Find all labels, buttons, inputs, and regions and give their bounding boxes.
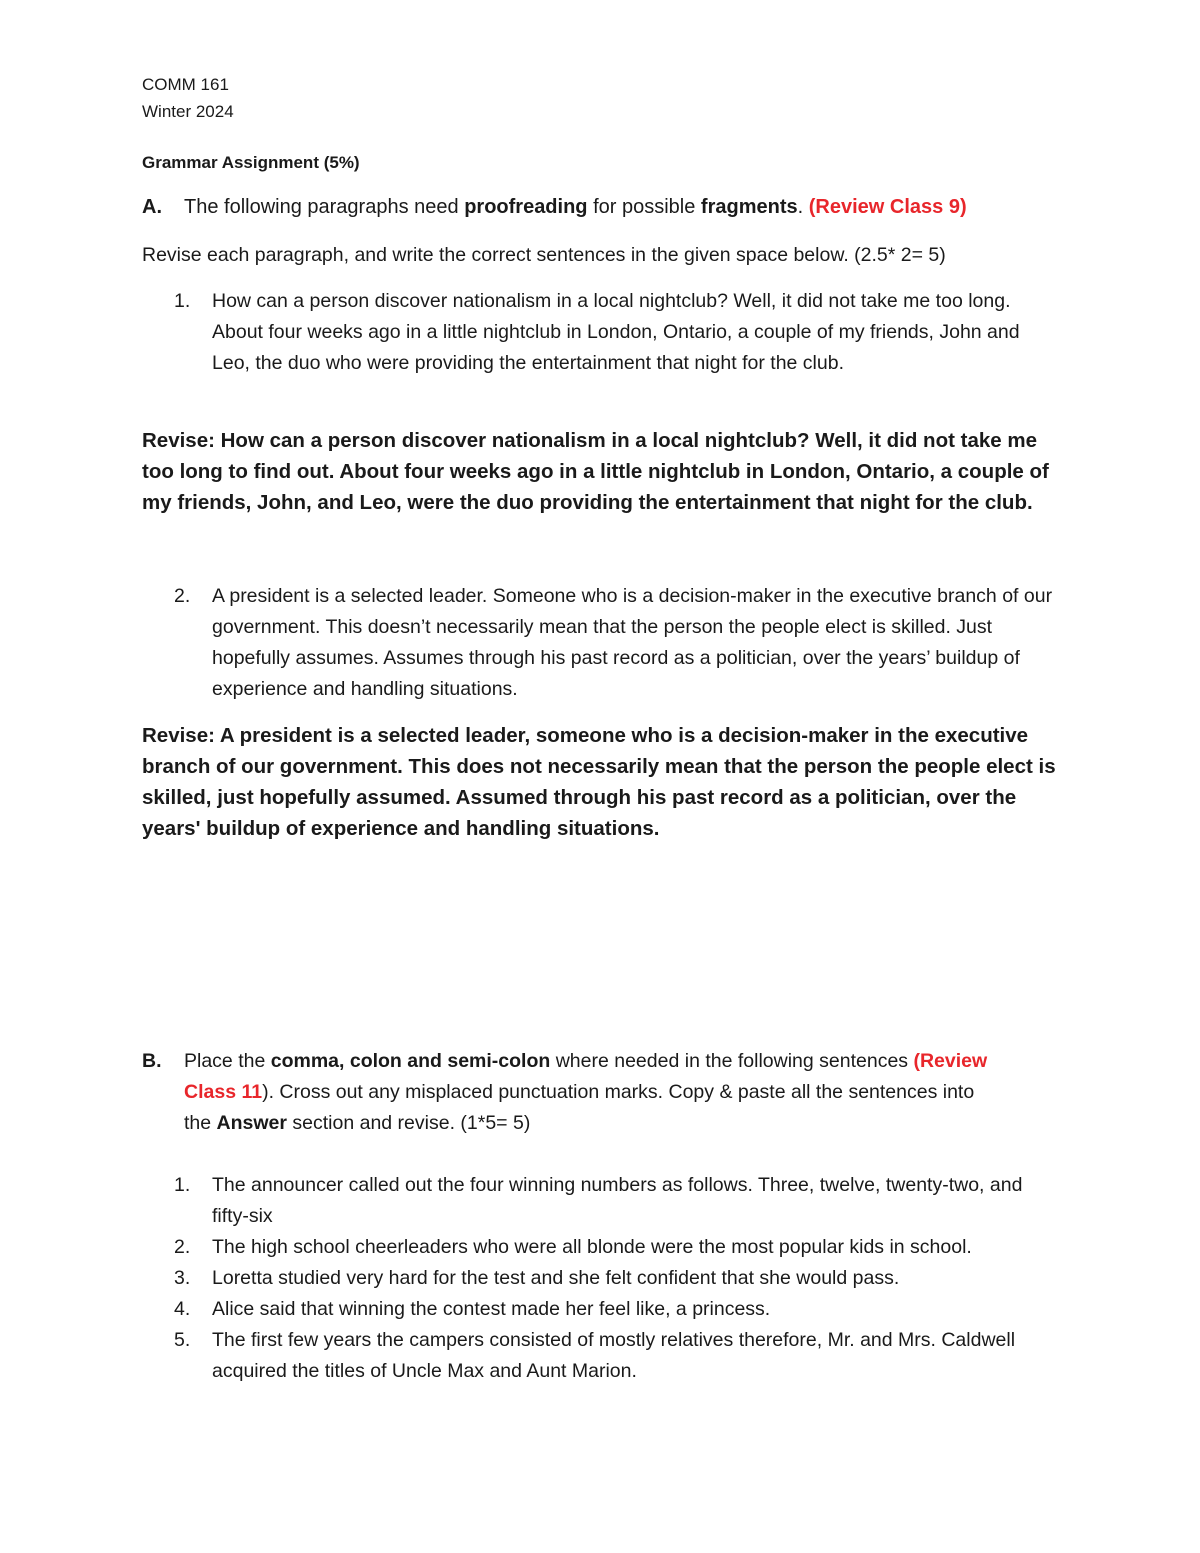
- item-text: Loretta studied very hard for the test and she felt confident that she would pass.: [212, 1267, 900, 1289]
- item-number: 1.: [174, 1174, 191, 1196]
- item-text: The announcer called out the four winning numbers as follows. Three, twelve, twenty-two, and fifty-six: [212, 1174, 1023, 1227]
- revise-answer: Revise: How can a person discover nationalism in a local nightclub? Well, it did not take me too long to find out. About four weeks ago in a little nightclub in London, Ontario, a couple of my friends, John, and Leo, were the duo providing the entertainment that night for the club.: [142, 429, 1049, 514]
- term: Winter 2024: [142, 102, 234, 121]
- item-number: 5.: [174, 1329, 191, 1351]
- item-text: How can a person discover nationalism in a local nightclub? Well, it did not take me too long. About four weeks ago in a little nightclub in London, Ontario, a couple of my friends, John and Leo, the duo who were providing the entertainment that night for the club.: [212, 290, 1020, 374]
- section-b-intro: Place the comma, colon and semi-colon where needed in the following sentences (Review Class 11). Cross out any misplaced punctuation marks. Copy & paste all the sentences into the Answer section and revise. (1*5= 5): [184, 1050, 988, 1134]
- list-item: [0, 286, 1200, 416]
- review-class-9: (Review Class 9): [808, 196, 967, 218]
- list-item: [0, 1325, 1200, 1387]
- course-code: COMM 161: [142, 75, 229, 94]
- list-item: [0, 1263, 1200, 1294]
- list-item: [0, 1294, 1200, 1325]
- item-number: 4.: [174, 1298, 191, 1320]
- list-item: [0, 581, 1200, 711]
- section-a-intro: The following paragraphs need proofreading for possible fragments. (Review Class 9): [184, 196, 967, 218]
- list-item: [0, 1232, 1200, 1263]
- section-b-letter: B.: [142, 1050, 162, 1072]
- section-a-letter: A.: [142, 196, 162, 218]
- list-item: [0, 1170, 1200, 1232]
- item-number: 3.: [174, 1267, 191, 1289]
- item-text: The first few years the campers consisted of mostly relatives therefore, Mr. and Mrs. Caldwell acquired the titles of Uncle Max and Aunt Marion.: [212, 1329, 1016, 1382]
- section-a-instruction: Revise each paragraph, and write the correct sentences in the given space below. (2.5* 2= 5): [142, 244, 946, 266]
- item-number: 2.: [174, 1236, 191, 1258]
- item-text: A president is a selected leader. Someone who is a decision-maker in the executive branch of our government. This doesn’t necessarily mean that the person the people elect is skilled. Just hopefully assumes. Assumes through his past record as a politician, over the years’ buildup of experience and handling situations.: [212, 585, 1053, 700]
- item-number: 2.: [174, 585, 191, 607]
- item-text: The high school cheerleaders who were all blonde were the most popular kids in school.: [212, 1236, 972, 1258]
- assignment-title: Grammar Assignment (5%): [142, 153, 360, 172]
- item-number: 1.: [174, 290, 191, 312]
- item-text: Alice said that winning the contest made her feel like, a princess.: [212, 1298, 771, 1320]
- revise-answer: Revise: A president is a selected leader, someone who is a decision-maker in the executive branch of our government. This does not necessarily mean that the person the people elect is skilled, just hopefully assumed. Assumed through his past record as a politician, over the years' buildup of experience and handling situations.: [142, 724, 1056, 840]
